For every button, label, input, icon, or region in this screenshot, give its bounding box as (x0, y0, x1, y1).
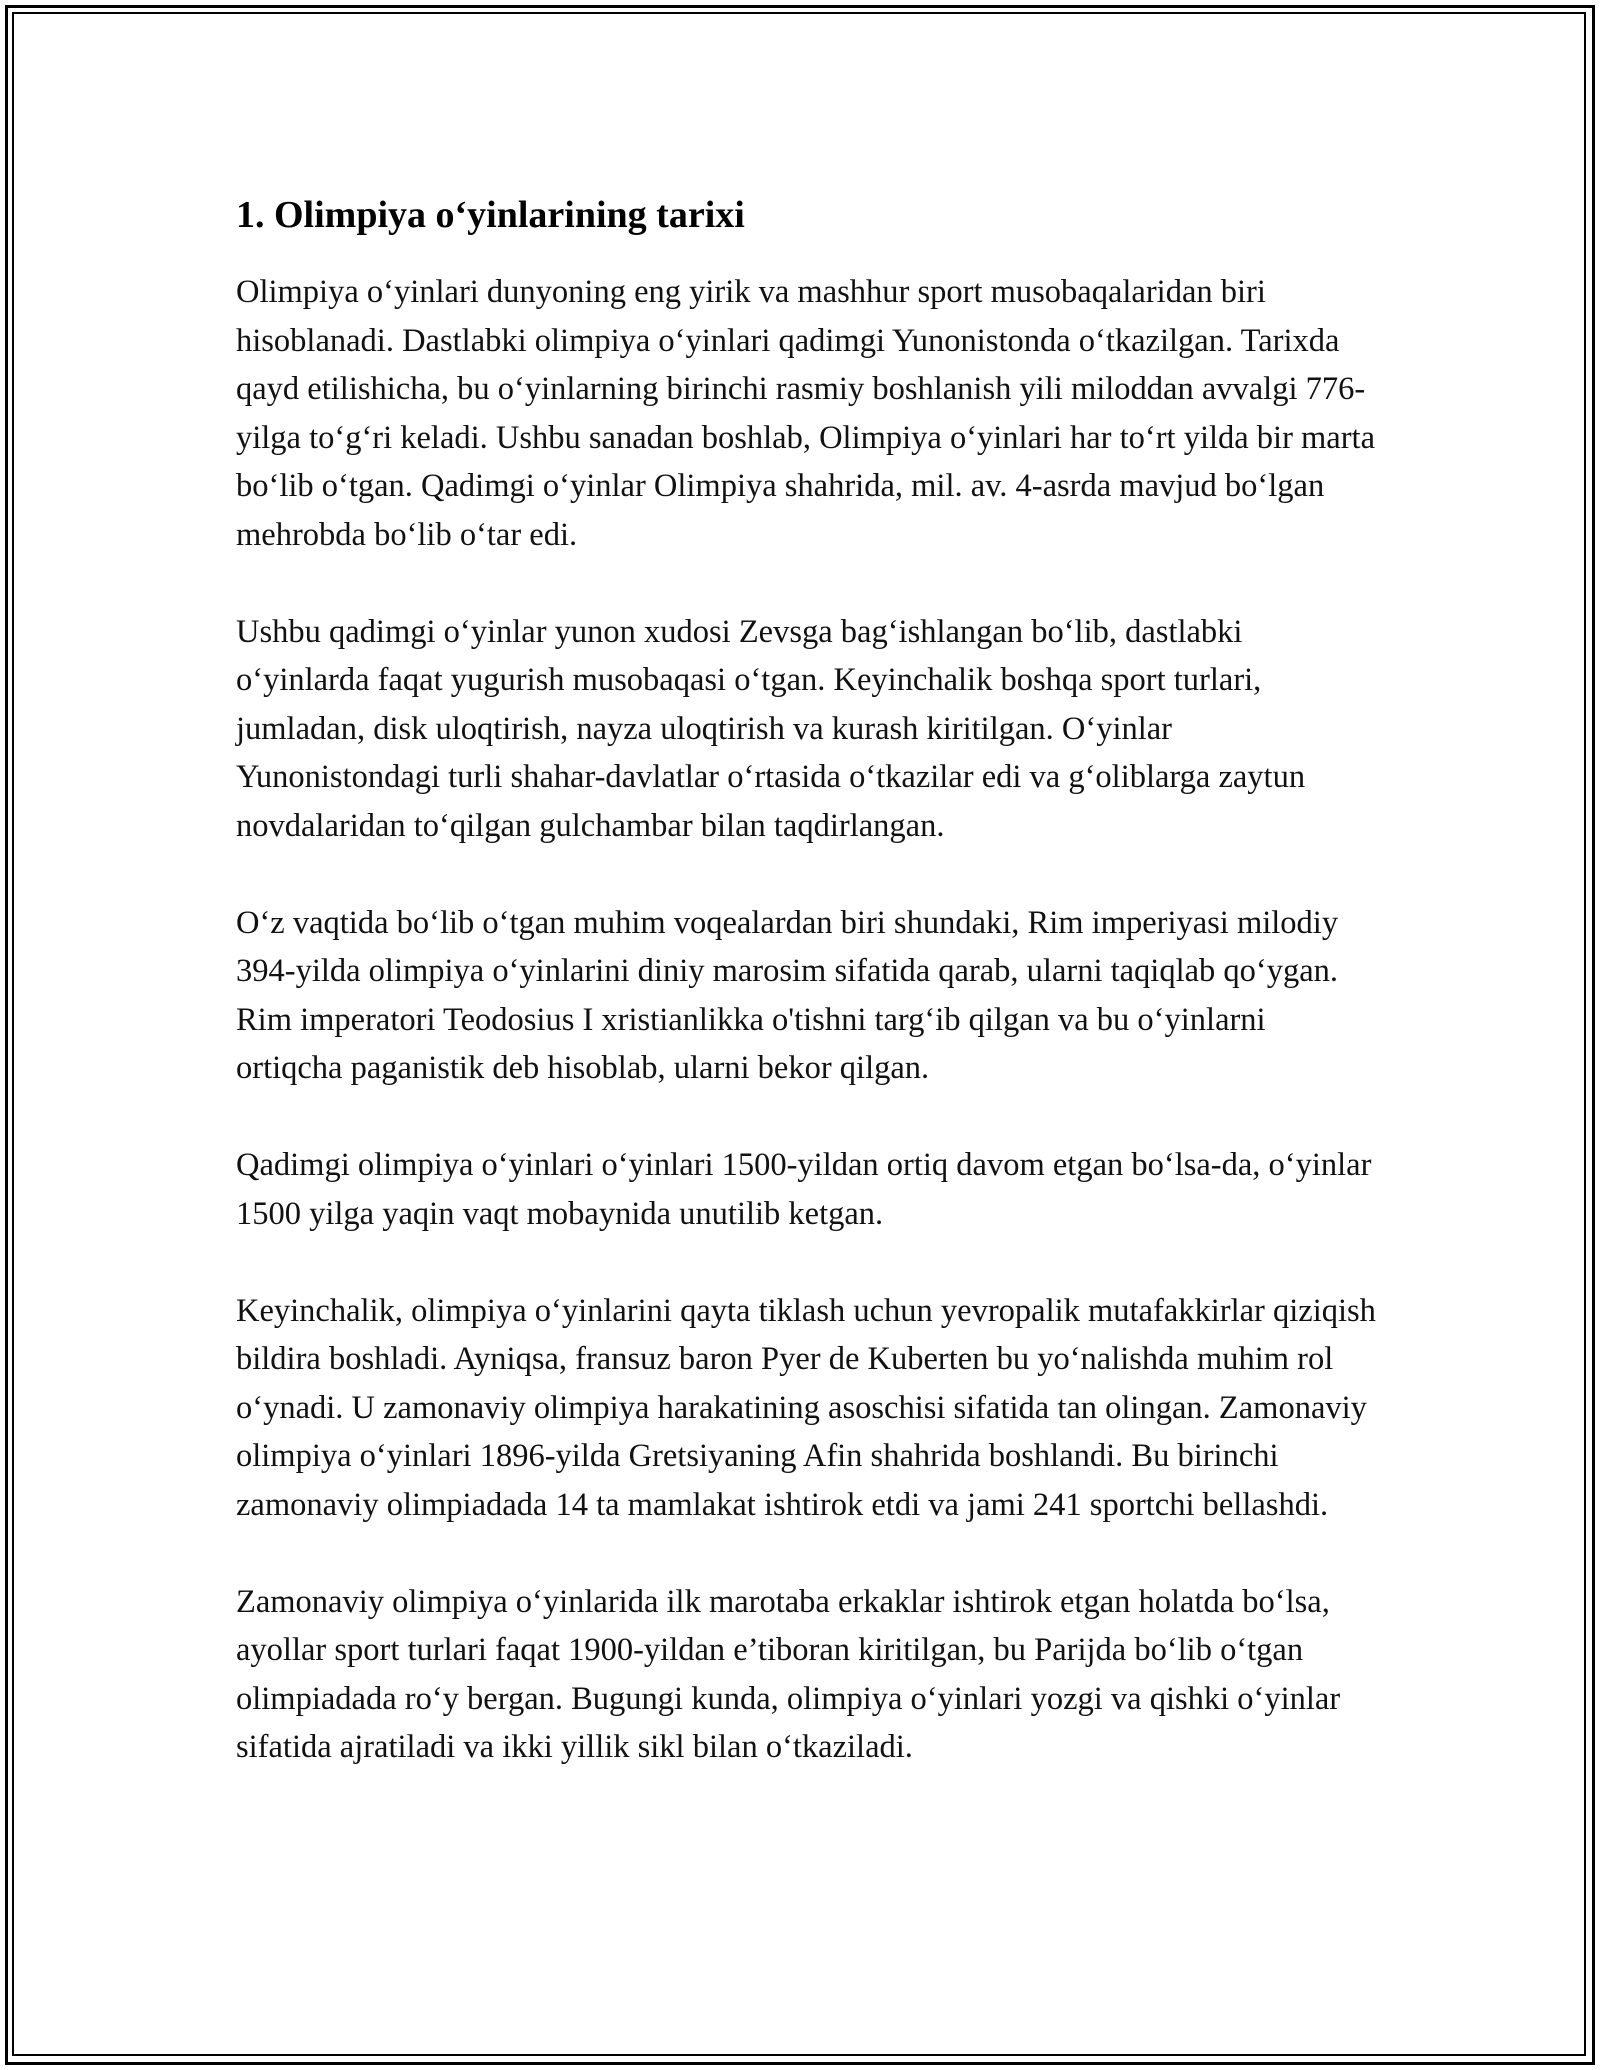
paragraph-ancient-origins: Olimpiya o‘yinlari dunyoning eng yirik va mashhur sport musobaqalaridan biri hisoblanadi. Dastlabki olimpiya o‘yinlari qadimgi Yunonistonda o‘tkazilgan. Tarixda qayd etilishicha, bu o‘yinlarning birinchi rasmiy boshlanish yili miloddan avvalgi 776-yilga to‘g‘ri keladi. Ushbu sanadan boshlab, Olimpiya o‘yinlari har to‘rt yilda bir marta bo‘lib o‘tgan. Qadimgi o‘yinlar Olimpiya shahrida, mil. av. 4-asrda mavjud bo‘lgan mehrobda bo‘lib o‘tar edi. (236, 274, 1376, 553)
paragraph-roman-ban: O‘z vaqtida bo‘lib o‘tgan muhim voqealardan biri shundaki, Rim imperiyasi milodiy 394-yilda olimpiya o‘yinlarini diniy marosim sifatida qarab, ularni taqiqlab qo‘ygan. Rim imperatori Teodosius I xristianlikka o'tishni targ‘ib qilgan va bu o‘yinlarni ortiqcha paganistik deb hisoblab, ularni bekor qilgan. (236, 904, 1339, 1086)
paragraph-forgotten: Qadimgi olimpiya o‘yinlari o‘yinlari 1500-yildan ortiq davom etgan bo‘lsa-da, o‘yinlar 1500 yilga yaqin vaqt mobaynida unutilib ketgan. (236, 1147, 1372, 1232)
paragraph-revival: Keyinchalik, olimpiya o‘yinlarini qayta tiklash uchun yevropalik mutafakkirlar qiziqish bildira boshladi. Ayniqsa, fransuz baron Pyer de Kuberten bu yo‘nalishda muhim rol o‘ynadi. U zamonaviy olimpiya harakatining asoschisi sifatida tan olingan. Zamonaviy olimpiya o‘yinlari 1896-yilda Gretsiyaning Afin shahrida boshlandi. Bu birinchi zamonaviy olimpiadada 14 ta mamlakat ishtirok etdi va jami 241 sportchi bellashdi. (236, 1292, 1376, 1523)
paragraph-zeus-events: Ushbu qadimgi o‘yinlar yunon xudosi Zevsga bag‘ishlangan bo‘lib, dastlabki o‘yinlarda faqat yugurish musobaqasi o‘tgan. Keyinchalik boshqa sport turlari, jumladan, disk uloqtirish, nayza uloqtirish va kurash kiritilgan. O‘yinlar Yunonistondagi turli shahar-davlatlar o‘rtasida o‘tkazilar edi va g‘oliblarga zaytun novdalaridan to‘qilgan gulchambar bilan taqdirlangan. (236, 613, 1306, 844)
paragraph-modern-games: Zamonaviy olimpiya o‘yinlarida ilk marotaba erkaklar ishtirok etgan holatda bo‘lsa, ayollar sport turlari faqat 1900-yildan e’tiboran kiritilgan, bu Parijda bo‘lib o‘tgan olimpiadada ro‘y bergan. Bugungi kunda, olimpiya o‘yinlari yozgi va qishki o‘yinlar sifatida ajratiladi va ikki yillik sikl bilan o‘tkaziladi. (236, 1583, 1341, 1765)
document-body (236, 190, 1376, 1772)
section-heading: 1. Olimpiya o‘yinlarining tarixi (236, 194, 745, 236)
